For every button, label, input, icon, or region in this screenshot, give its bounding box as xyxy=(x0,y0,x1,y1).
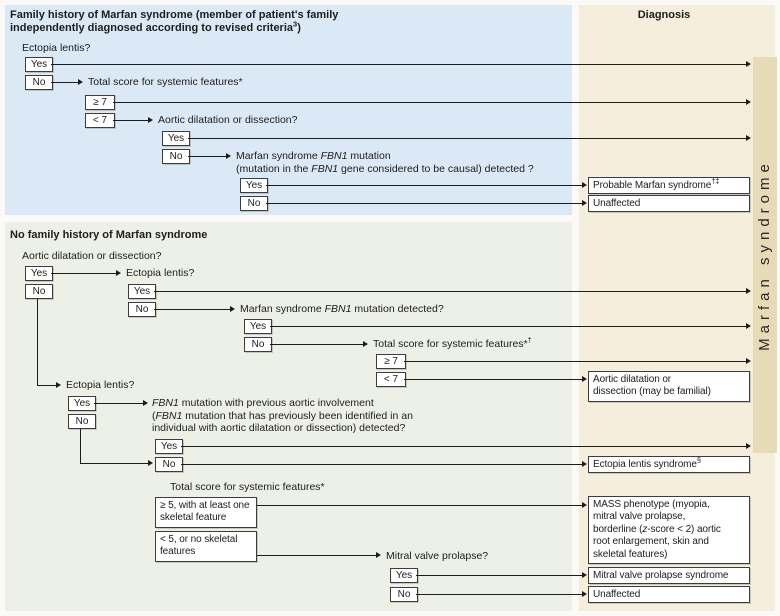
arrowhead-icon xyxy=(746,99,751,105)
connector-line xyxy=(37,299,38,385)
option-lt7: < 7 xyxy=(376,372,406,387)
option-yes: Yes xyxy=(155,439,183,454)
arrowhead-icon xyxy=(143,400,148,406)
option-score-ge5: ≥ 5, with at least one skeletal feature xyxy=(155,497,257,528)
option-no: No xyxy=(128,302,156,317)
connector-line xyxy=(416,594,582,595)
option-yes: Yes xyxy=(68,396,96,411)
arrowhead-icon xyxy=(582,502,587,508)
question-aortic-dilatation-2: Aortic dilatation or dissection? xyxy=(22,250,162,262)
option-yes: Yes xyxy=(240,178,268,193)
question-fbn1-previous-aortic: FBN1 mutation with previous aortic involvement (FBN1 mutation that has previously been identified in an individual with aortic dilatation or dissection) detected? xyxy=(152,397,413,434)
connector-line xyxy=(257,555,376,556)
outcome-mass-phenotype: MASS phenotype (myopia, mitral valve prolapse, borderline (z-score < 2) aortic root enlargement, skin and skeletal features) xyxy=(588,496,750,564)
connector-line xyxy=(416,575,582,576)
connector-line xyxy=(113,102,746,103)
outcome-mvp-syndrome: Mitral valve prolapse syndrome xyxy=(588,567,750,584)
arrowhead-icon xyxy=(746,135,751,141)
arrowhead-icon xyxy=(582,572,587,578)
option-yes: Yes xyxy=(390,568,418,583)
option-yes: Yes xyxy=(25,266,53,281)
question-fbn1-mutation-1: Marfan syndrome FBN1 mutation (mutation in the FBN1 gene considered to be causal) detected ? xyxy=(236,150,534,175)
option-score-lt5: < 5, or no skeletal features xyxy=(155,531,257,562)
arrowhead-icon xyxy=(116,270,121,276)
arrowhead-icon xyxy=(582,376,587,382)
outcome-unaffected-2: Unaffected xyxy=(588,586,750,603)
marfan-syndrome-band xyxy=(753,57,777,453)
option-yes: Yes xyxy=(162,131,190,146)
option-no: No xyxy=(155,457,183,472)
connector-line xyxy=(270,344,363,345)
connector-line xyxy=(94,403,143,404)
option-no: No xyxy=(240,196,268,211)
option-no: No xyxy=(68,414,96,429)
question-ectopia-lentis-2: Ectopia lentis? xyxy=(126,267,195,279)
arrowhead-icon xyxy=(230,306,235,312)
connector-line xyxy=(257,505,582,506)
option-yes: Yes xyxy=(128,284,156,299)
no-family-history-title: No family history of Marfan syndrome xyxy=(10,229,208,241)
arrowhead-icon xyxy=(78,79,83,85)
connector-line xyxy=(154,309,230,310)
connector-line xyxy=(188,156,226,157)
arrowhead-icon xyxy=(56,382,61,388)
option-lt7: < 7 xyxy=(85,113,115,128)
arrowhead-icon xyxy=(746,443,751,449)
connector-line xyxy=(51,64,746,65)
question-aortic-dilatation-1: Aortic dilatation or dissection? xyxy=(158,114,298,126)
option-yes: Yes xyxy=(25,57,53,72)
connector-line xyxy=(266,203,582,204)
question-mitral-valve-prolapse: Mitral valve prolapse? xyxy=(386,550,489,562)
arrowhead-icon xyxy=(746,61,751,67)
arrowhead-icon xyxy=(148,117,153,123)
arrowhead-icon xyxy=(746,358,751,364)
connector-line xyxy=(113,120,148,121)
outcome-aortic-familial: Aortic dilatation or dissection (may be familial) xyxy=(588,371,750,402)
arrowhead-icon xyxy=(226,153,231,159)
arrowhead-icon xyxy=(746,288,751,294)
arrowhead-icon xyxy=(363,341,368,347)
marfan-band-label: Marfan syndrome xyxy=(756,159,773,351)
connector-line xyxy=(188,138,746,139)
question-systemic-score-2: Total score for systemic features*† xyxy=(373,335,532,350)
option-no: No xyxy=(25,75,53,90)
connector-line xyxy=(51,273,116,274)
arrowhead-icon xyxy=(582,591,587,597)
diagnosis-header: Diagnosis xyxy=(637,9,691,21)
question-ectopia-lentis-1: Ectopia lentis? xyxy=(22,42,91,54)
connector-line xyxy=(404,361,746,362)
option-no: No xyxy=(244,337,272,352)
question-systemic-score-1: Total score for systemic features* xyxy=(88,76,243,88)
arrowhead-icon xyxy=(582,182,587,188)
option-no: No xyxy=(162,149,190,164)
option-ge7: ≥ 7 xyxy=(376,354,406,369)
connector-line xyxy=(80,463,148,464)
connector-line xyxy=(181,464,582,465)
connector-line xyxy=(270,326,746,327)
connector-line xyxy=(51,82,78,83)
connector-line xyxy=(80,429,81,463)
connector-line xyxy=(266,185,582,186)
option-ge7: ≥ 7 xyxy=(85,95,115,110)
connector-line xyxy=(37,385,56,386)
outcome-ectopia-lentis-syndrome: Ectopia lentis syndrome§ xyxy=(588,456,750,473)
family-history-title: Family history of Marfan syndrome (member of patient's family independently diagnosed according to revised criteria$^3$) xyxy=(10,9,339,34)
arrowhead-icon xyxy=(582,200,587,206)
family-history-panel xyxy=(5,5,572,215)
question-ectopia-lentis-3: Ectopia lentis? xyxy=(66,379,135,391)
connector-line xyxy=(154,291,746,292)
connector-line xyxy=(404,379,582,380)
option-yes: Yes xyxy=(244,319,272,334)
connector-line xyxy=(181,446,746,447)
option-no: No xyxy=(25,284,53,299)
arrowhead-icon xyxy=(582,461,587,467)
question-systemic-score-3: Total score for systemic features* xyxy=(170,481,325,493)
arrowhead-icon xyxy=(148,460,153,466)
arrowhead-icon xyxy=(376,552,381,558)
arrowhead-icon xyxy=(746,323,751,329)
outcome-unaffected-1: Unaffected xyxy=(588,195,750,212)
option-no: No xyxy=(390,587,418,602)
question-fbn1-mutation-2: Marfan syndrome FBN1 mutation detected? xyxy=(240,303,444,315)
outcome-probable-marfan: Probable Marfan syndrome†‡ xyxy=(588,177,750,194)
